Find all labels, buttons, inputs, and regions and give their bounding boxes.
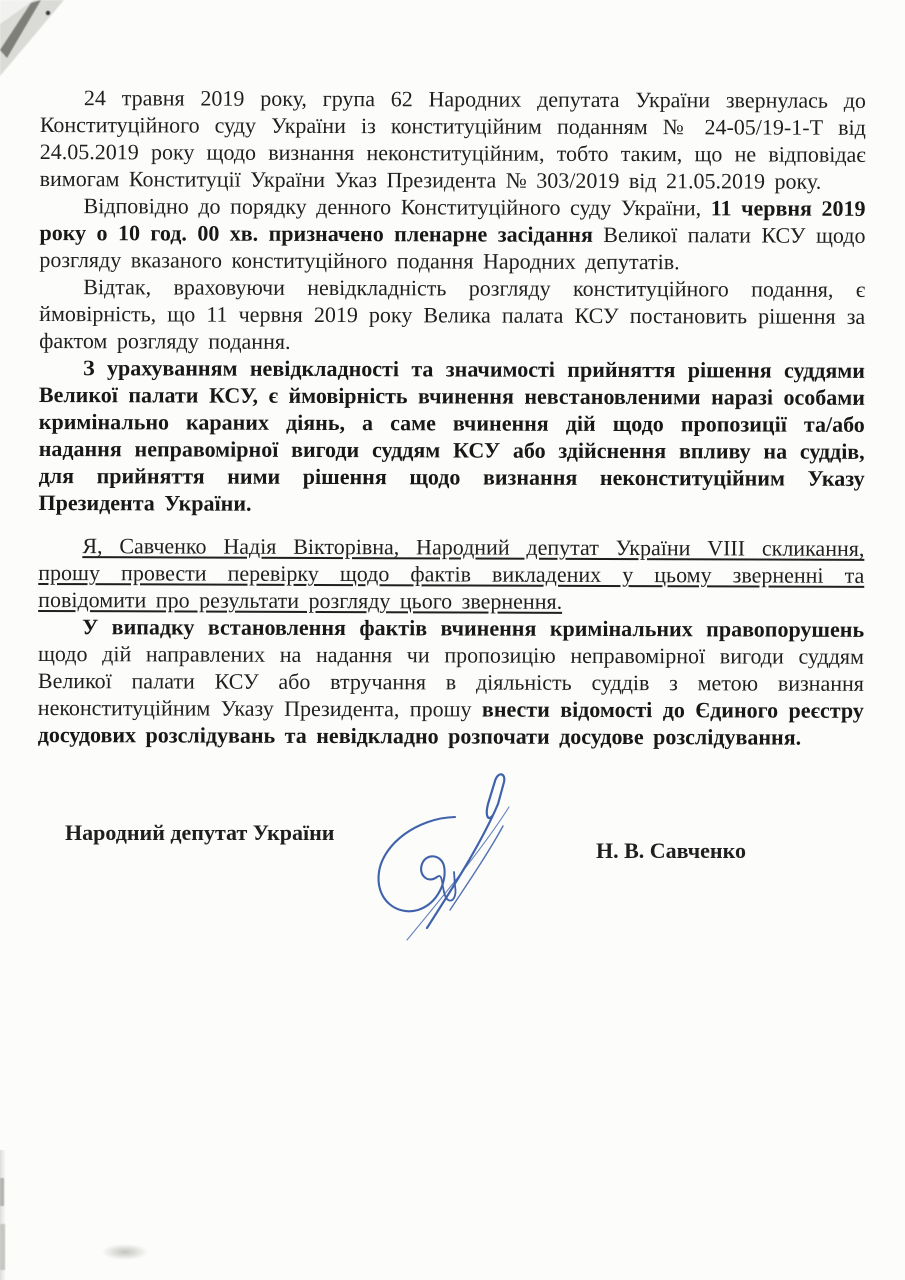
paragraph-request-for-verification (38, 532, 864, 616)
scan-smudge-artifact (102, 1244, 148, 1260)
paragraph-text-bold: У випадку встановлення фактів вчинення кримінальних правопорушень (82, 614, 865, 642)
paragraph-likelihood-of-decision (39, 273, 865, 357)
signature-diagonal-stroke (427, 774, 504, 928)
handwritten-signature-icon (355, 760, 565, 945)
paragraph-text: Великої палати КСУ щодо розгляду вказаного конституційного подання Народних депутатів. (39, 221, 866, 275)
paragraph-text: Відтак, враховуючи невідкладність розгляду конституційного подання, є ймовірність, що 11 червня 2019 року Велика палата КСУ постановить рішення за фактом розгляду подання. (39, 274, 866, 354)
paragraph-text-bold: внести відомості до Єдиного реєстру досудових розслідувань та невідкладно розпочати досудове розслідування. (37, 696, 864, 750)
paragraph-text: Відповідно до порядку денного Конституційного суду України, (83, 193, 711, 221)
paragraph-text-underlined: Я, Савченко Надія Вікторівна, Народний депутат України VIII скликання, прошу провести перевірку щодо фактів викладених у цьому зверненні та повідомити про результати розгляду цього звернення. (38, 533, 865, 614)
page-corner-fold-artifact (0, 0, 90, 95)
paragraph-criminal-acts-warning (38, 354, 865, 519)
paragraph-demand-to-register (38, 613, 864, 751)
paragraph-text: щодо дій направлених на надання чи пропозицію неправомірної вигоди суддям Великої палати КСУ або втручання в діяльність суддів з метою визнання неконституційним Указу Президента, прошу (37, 640, 865, 722)
signer-title: Народний депутат України (65, 820, 335, 845)
scan-edge-mark (0, 1178, 4, 1206)
scan-edge-mark (0, 1224, 5, 1270)
paragraph-text-bold: 11 червня 2019 року о 10 год. 00 хв. призначено пленарне засідання (39, 195, 866, 247)
signature-cross-stroke (450, 826, 503, 910)
signature-loop-stroke (379, 817, 455, 911)
paragraph-text-bold: З урахуванням невідкладності та значимості прийняття рішення суддями Великої палати КСУ, є ймовірність вчинення невстановленими наразі особами кримінально караних діянь, а саме вчинення дій щодо пропозиції та/або надання неправомірної вигоди суддям КСУ або здійснення впливу на суддів, для прийняття ними рішення щодо визнання неконституційним Указу Президента України. (38, 355, 866, 516)
paragraph-text: 24 травня 2019 року, група 62 Народних депутата України звернулась до Конституційного суду України із конституційним поданням № 24-05/19-1-Т від 24.05.2019 року щодо визнання неконституційним, тобто таким, що не відповідає вимогам Конституції України Указ Президента № 303/2019 від 21.05.2019 року. (39, 85, 866, 194)
scan-speck (46, 11, 50, 15)
paragraph-plenary-session (39, 192, 865, 276)
signer-name: Н. В. Савченко (596, 838, 746, 863)
letter-body (38, 84, 866, 751)
paragraph-constitutional-submission (40, 84, 866, 195)
